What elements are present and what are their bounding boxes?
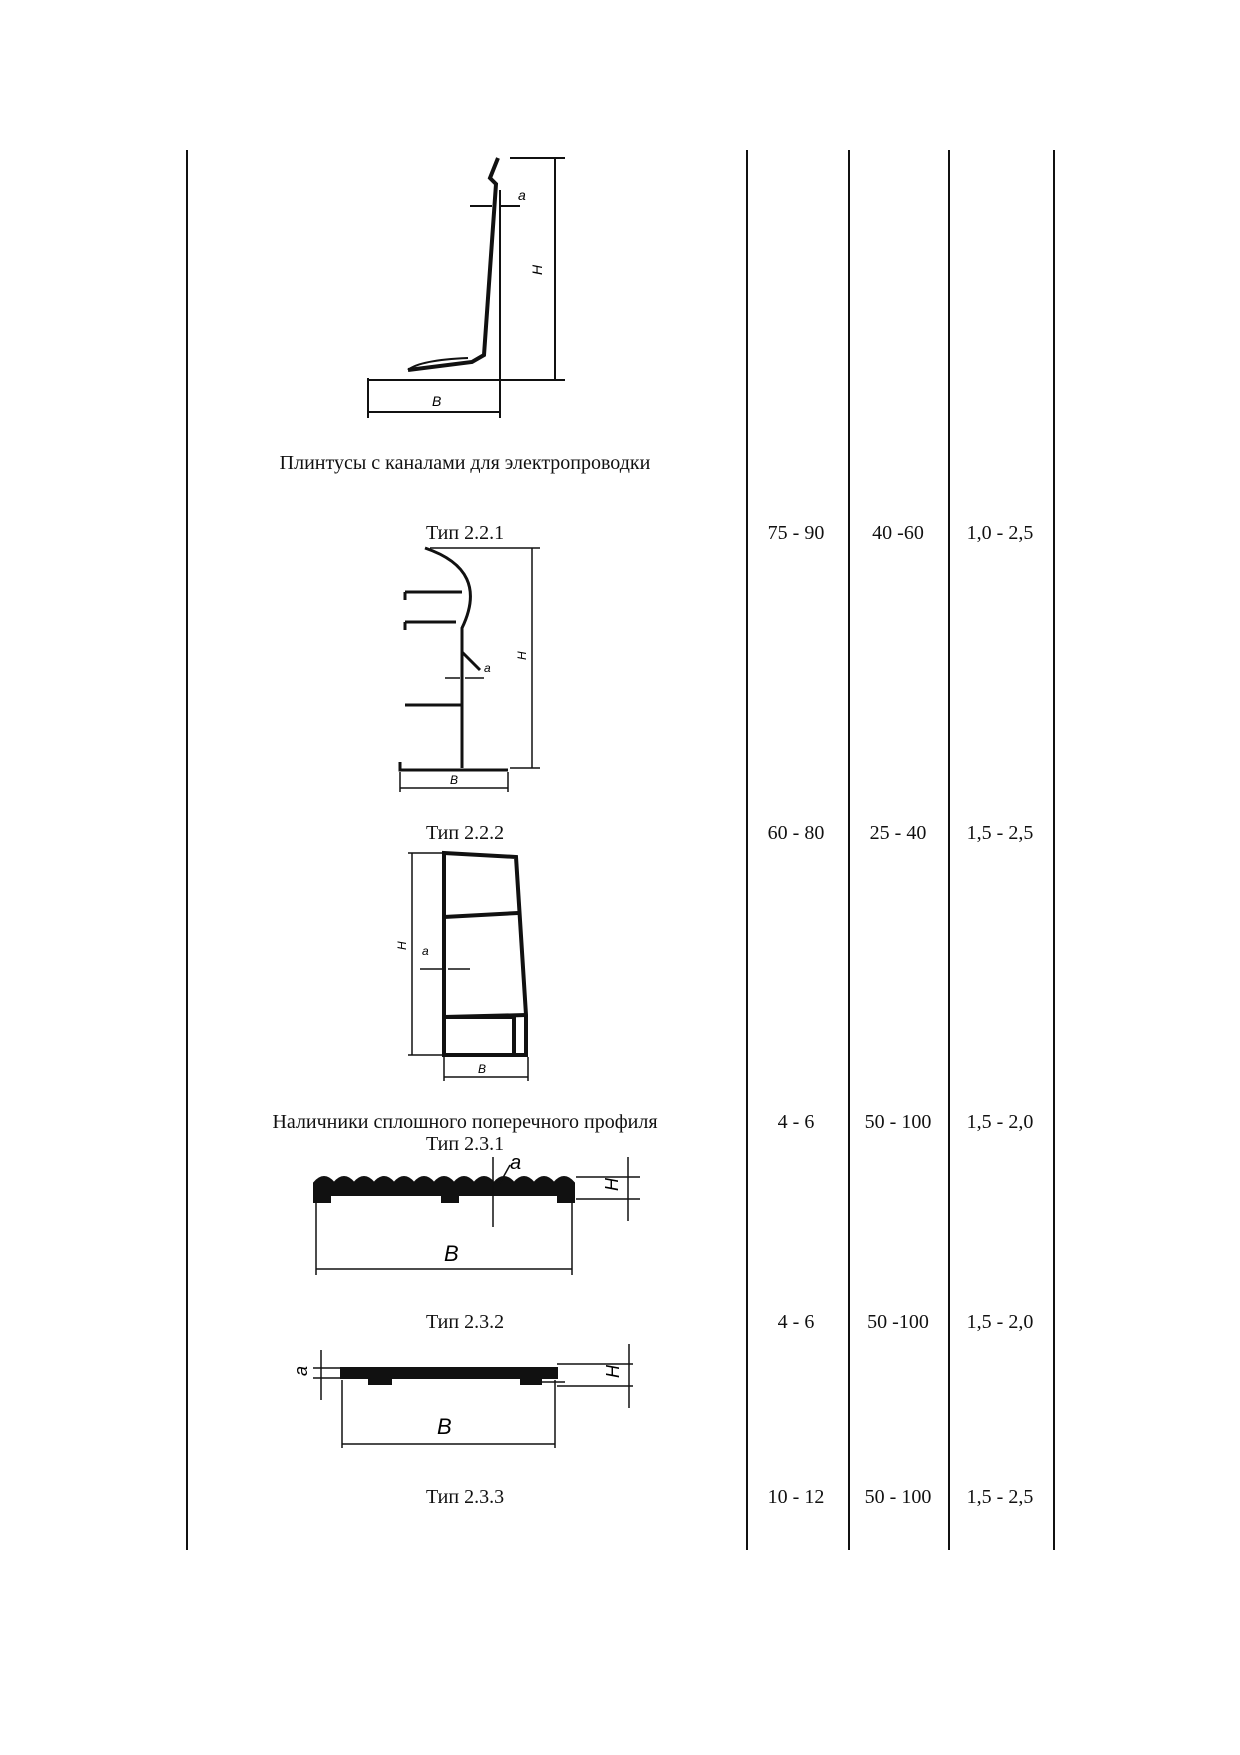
dim-h-label: H [529,264,545,275]
column-divider-3 [948,150,950,1550]
row-value-c3: 1,5 - 2,5 [966,1486,1034,1508]
row-value-c1: 60 - 80 [767,822,825,844]
dim-a-label: a [422,944,429,958]
row-value-c3: 1,5 - 2,0 [966,1311,1034,1333]
baseboard-profile-drawing [360,150,590,430]
row-value-c2: 50 - 100 [864,1486,932,1508]
table-right-border [1053,150,1055,1550]
dim-a-label: a [291,1365,311,1376]
dim-b-label: B [444,1241,459,1266]
row-type-label: Тип 2.3.1 [425,1133,505,1155]
dim-b-label: B [478,1062,487,1076]
dim-a-label: a [510,1152,522,1174]
row-type-label: Тип 2.3.3 [425,1486,505,1508]
row-value-c2: 50 -100 [867,1311,929,1333]
row-value-c3: 1,5 - 2,0 [966,1111,1034,1133]
dim-h-label: H [395,941,409,950]
dim-h-label: H [603,1365,623,1378]
caption-trims-solid: Наличники сплошного поперечного профиля [272,1111,658,1133]
row-value-c1: 75 - 90 [767,522,825,544]
row-value-c3: 1,0 - 2,5 [966,522,1034,544]
table-left-border [186,150,188,1550]
dim-a-label: a [484,661,491,675]
row-type-label: Тип 2.2.2 [425,822,505,844]
row-value-c1: 4 - 6 [777,1311,815,1333]
column-divider-2 [848,150,850,1550]
dim-h-label: H [602,1178,622,1191]
row-type-label: Тип 2.3.2 [425,1311,505,1333]
row-value-c2: 25 - 40 [869,822,927,844]
dim-b-label: B [432,393,442,409]
row-value-c1: 4 - 6 [777,1111,815,1133]
dim-a-label: a [518,187,526,203]
column-divider-1 [746,150,748,1550]
row-value-c2: 40 -60 [872,522,924,544]
caption-baseboards-channels: Плинтусы с каналами для электропроводки [279,452,651,474]
type-2-3-2-drawing [285,1340,645,1460]
dim-b-label: B [450,773,459,787]
row-value-c3: 1,5 - 2,5 [966,822,1034,844]
type-2-2-1-drawing [390,540,570,800]
row-type-label: Тип 2.2.1 [425,522,505,544]
dim-b-label: B [437,1414,452,1439]
dim-h-label: H [515,651,529,660]
row-value-c1: 10 - 12 [767,1486,825,1508]
type-2-3-1-drawing [310,1152,650,1285]
type-2-2-2-drawing [390,845,550,1085]
row-value-c2: 50 - 100 [864,1111,932,1133]
